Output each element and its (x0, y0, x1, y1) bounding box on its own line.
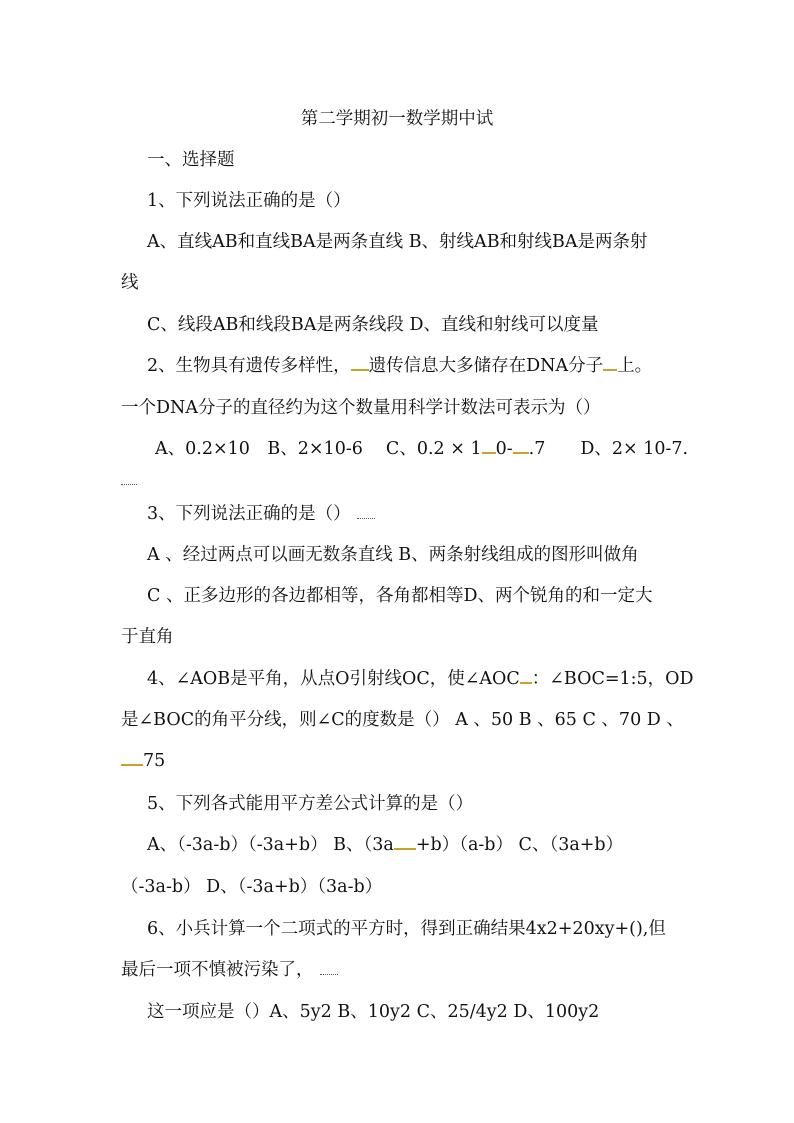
edit-mark (121, 476, 137, 485)
q5-options-part2: +b）（a-b） C、（3a+b） (415, 835, 624, 855)
edit-mark (357, 504, 375, 519)
q3-stem (0, 502, 794, 526)
q1-stem: 1、下列说法正确的是（） (147, 191, 351, 211)
q6-options: 这一项应是（）A、5y2 B、10y2 C、25/4y2 D、100y2 (147, 1002, 600, 1022)
edit-mark (520, 668, 532, 684)
q2-options-part2: 0- (495, 439, 513, 459)
q2-options-wrap (0, 468, 794, 492)
q1-options-ab: A、直线AB和直线BA是两条直线 B、射线AB和射线BA是两条射 (147, 232, 648, 252)
q2-stem-part2: 遗传信息大多储存在DNA分子 (368, 356, 604, 376)
q5-options-part1: A、（-3a-b）（-3a+b） B、（3a (147, 835, 394, 855)
edit-mark (121, 750, 143, 766)
edit-mark (482, 438, 496, 454)
q2-stem (0, 354, 794, 378)
q2-options (0, 437, 794, 461)
q2-stem-line2: 一个DNA分子的直径约为这个数量用科学计数法可表示为（） (121, 398, 601, 418)
q6-stem-line2 (0, 958, 794, 982)
q5-stem: 5、下列各式能用平方差公式计算的是（） (147, 794, 474, 814)
document-title: 第二学期初一数学期中试 (300, 109, 494, 129)
q2-options-part3: .7 D、2× 10-7. (528, 439, 689, 459)
q2-options-part1: A、0.2×10 B、2×10-6 C、0.2 × 1 (155, 439, 482, 459)
q3-options-ab: A 、经过两点可以画无数条直线 B、两条射线组成的图形叫做角 (147, 545, 639, 565)
q5-options (0, 833, 794, 857)
q2-stem-part1: 2、生物具有遗传多样性， (147, 356, 351, 376)
q5-options-wrap: （-3a-b） D、（-3a+b）（3a-b） (121, 877, 383, 897)
q3-options-cd-wrap: 于直角 (121, 627, 174, 647)
q3-options-cd: C 、正多边形的各边都相等，各角都相等D、两个锐角的和一定大 (147, 586, 653, 606)
q4-stem (0, 667, 794, 691)
q2-stem-part3: 上。 (617, 356, 653, 376)
edit-mark (513, 438, 529, 454)
q1-options-cd: C、线段AB和线段BA是两条线段 D、直线和射线可以度量 (147, 315, 599, 335)
q6-stem-line2-text: 最后一项不慎被污染了， (121, 960, 314, 980)
q4-stem-line3 (0, 749, 794, 773)
edit-mark (351, 355, 369, 371)
edit-mark (320, 960, 338, 975)
edit-mark (394, 834, 416, 850)
q1-options-ab-wrap: 线 (121, 273, 139, 293)
q3-stem-text: 3、下列说法正确的是（） (147, 504, 351, 524)
q4-stem-line2: 是∠BOC的角平分线，则∠C的度数是（） A 、50 B 、65 C 、70 D 、 (121, 710, 684, 730)
q4-stem-part2: ：∠BOC=1:5，OD (531, 669, 694, 689)
q4-stem-part1: 4、∠AOB是平角，从点O引射线OC，使∠AOC (147, 669, 520, 689)
edit-mark (603, 355, 617, 371)
q4-stem-line3-text: 75 (143, 751, 166, 771)
q6-stem: 6、小兵计算一个二项式的平方时，得到正确结果4x2+20xy+(),但 (147, 919, 666, 939)
section-heading: 一、选择题 (147, 150, 235, 170)
